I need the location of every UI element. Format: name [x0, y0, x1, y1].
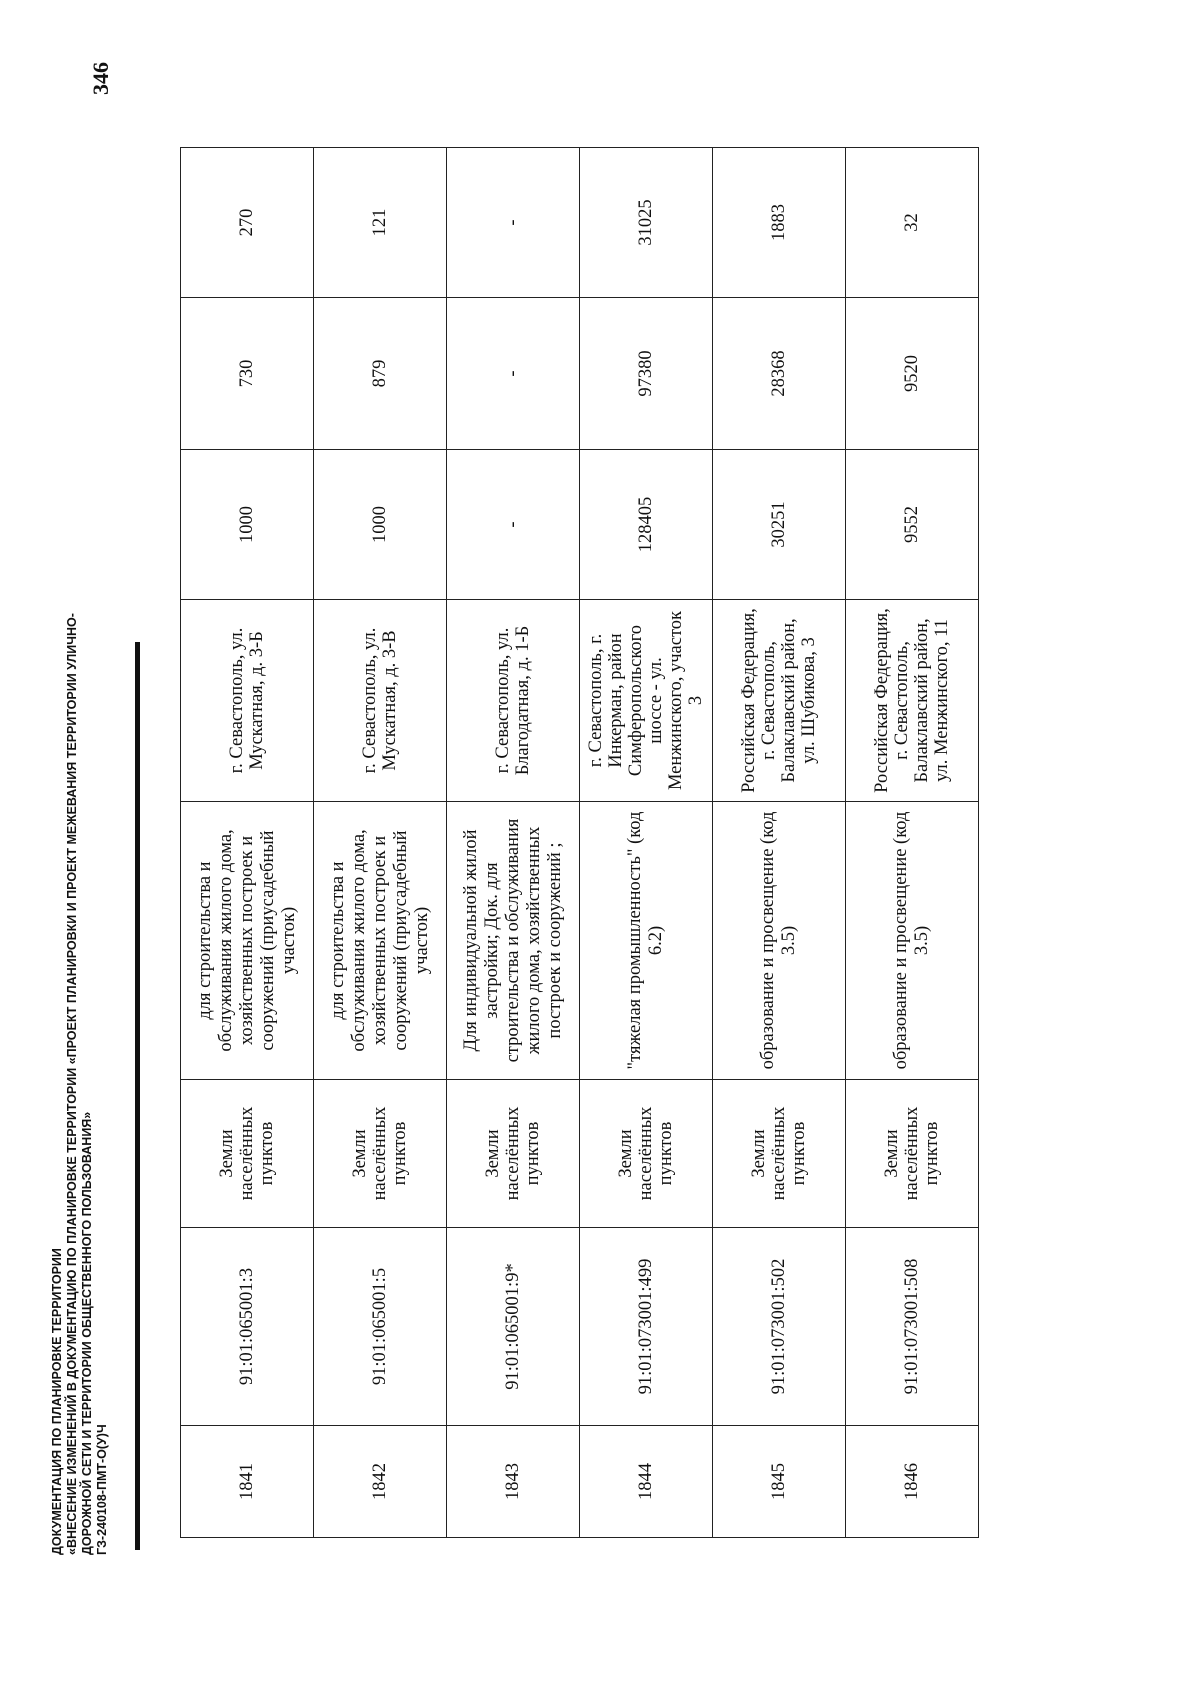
area-value-1: 28368 — [713, 298, 846, 450]
row-number: 1843 — [447, 1426, 580, 1538]
address: г. Севастополь, г. Инкерман, район Симферопольского шоссе - ул. Менжинского, участок 3 — [580, 600, 713, 802]
row-number: 1845 — [713, 1426, 846, 1538]
permitted-use: для строительства и обслуживания жилого дома, хозяйственных построек и сооружений (приусадебный участок) — [314, 802, 447, 1080]
permitted-use: образование и просвещение (код 3.5) — [846, 802, 979, 1080]
area-value-2: 1883 — [713, 148, 846, 298]
land-plots-table-wrapper — [180, 148, 978, 1538]
area-value-1: 9520 — [846, 298, 979, 450]
row-number: 1846 — [846, 1426, 979, 1538]
land-category: Земли населённых пунктов — [447, 1080, 580, 1228]
cadastral-number: 91:01:073001:499 — [580, 1228, 713, 1426]
row-number: 1844 — [580, 1426, 713, 1538]
header-rule — [135, 642, 140, 1550]
cadastral-number: 91:01:073001:502 — [713, 1228, 846, 1426]
permitted-use: для строительства и обслуживания жилого дома, хозяйственных построек и сооружений (приусадебный участок) — [181, 802, 314, 1080]
area-value-1: 879 — [314, 298, 447, 450]
address: Российская Федерация, г. Севастополь, Балаклавский район, ул. Менжинского, 11 — [846, 600, 979, 802]
row-number: 1841 — [181, 1426, 314, 1538]
table-row — [181, 148, 314, 1538]
table-row — [580, 148, 713, 1538]
area-value-1: - — [447, 298, 580, 450]
permitted-use: образование и просвещение (код 3.5) — [713, 802, 846, 1080]
address: г. Севастополь, ул. Благодатная, д. 1-Б — [447, 600, 580, 802]
land-category: Земли населённых пунктов — [713, 1080, 846, 1228]
table-row — [314, 148, 447, 1538]
area: - — [447, 450, 580, 600]
area: 9552 — [846, 450, 979, 600]
table-row — [447, 148, 580, 1538]
document-header — [50, 135, 110, 1555]
cadastral-number: 91:01:065001:3 — [181, 1228, 314, 1426]
area: 1000 — [314, 450, 447, 600]
land-plots-table — [180, 147, 979, 1538]
area: 128405 — [580, 450, 713, 600]
land-category: Земли населённых пунктов — [846, 1080, 979, 1228]
cadastral-number: 91:01:065001:5 — [314, 1228, 447, 1426]
area-value-2: 270 — [181, 148, 314, 298]
area-value-1: 730 — [181, 298, 314, 450]
row-number: 1842 — [314, 1426, 447, 1538]
area-value-2: - — [447, 148, 580, 298]
address: г. Севастополь, ул. Мускатная, д. 3-В — [314, 600, 447, 802]
area-value-2: 32 — [846, 148, 979, 298]
land-category: Земли населённых пунктов — [580, 1080, 713, 1228]
area: 1000 — [181, 450, 314, 600]
area: 30251 — [713, 450, 846, 600]
header-line: ДОКУМЕНТАЦИЯ ПО ПЛАНИРОВКЕ ТЕРРИТОРИИ — [50, 1248, 64, 1555]
table-row — [846, 148, 979, 1538]
header-line: ГЗ-240108-ПМТ-О(У)Ч — [95, 1424, 109, 1555]
land-category: Земли населённых пунктов — [314, 1080, 447, 1228]
area-value-2: 121 — [314, 148, 447, 298]
area-value-2: 31025 — [580, 148, 713, 298]
address: г. Севастополь, ул. Мускатная, д. 3-Б — [181, 600, 314, 802]
area-value-1: 97380 — [580, 298, 713, 450]
cadastral-number: 91:01:073001:508 — [846, 1228, 979, 1426]
cadastral-number: 91:01:065001:9* — [447, 1228, 580, 1426]
header-line: «ВНЕСЕНИЕ ИЗМЕНЕНИЙ В ДОКУМЕНТАЦИЮ ПО ПЛАНИРОВКЕ ТЕРРИТОРИИ «ПРОЕКТ ПЛАНИРОВКИ И ПРОЕКТ МЕЖЕВАНИЯ ТЕРРИТОРИИ УЛИЧНО- — [65, 613, 79, 1555]
permitted-use: Для индивидуальной жилой застройки; Док. для строительства и обслуживания жилого дома, хозяйственных построек и сооружений ; — [447, 802, 580, 1080]
table-row — [713, 148, 846, 1538]
header-line: ДОРОЖНОЙ СЕТИ И ТЕРРИТОРИИ ОБЩЕСТВЕННОГО ПОЛЬЗОВАНИЯ» — [80, 1111, 94, 1555]
permitted-use: "тяжелая промышленность" (код 6.2) — [580, 802, 713, 1080]
page-number: 346 — [88, 62, 113, 95]
land-category: Земли населённых пунктов — [181, 1080, 314, 1228]
address: Российская Федерация, г. Севастополь, Балаклавский район, ул. Шубикова, 3 — [713, 600, 846, 802]
